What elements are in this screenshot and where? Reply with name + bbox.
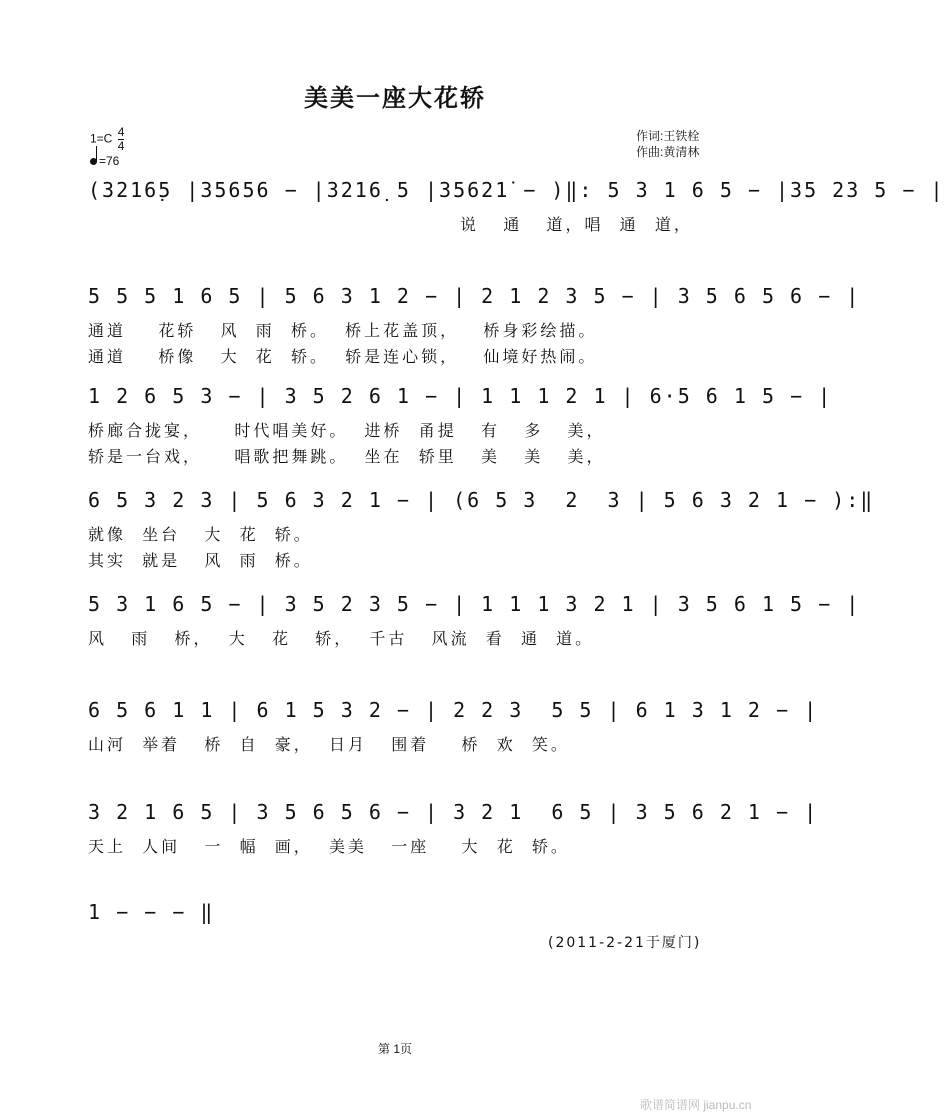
notation-row: 6 5 3 2 3 | 5 6 3 2 1 − | (6 5 3 2 3 | 5 6 3 2 1 − ):‖	[88, 488, 875, 512]
tempo-value: =76	[99, 154, 120, 168]
lyric-row: 其实 就是 风 雨 桥。	[88, 551, 313, 570]
notation-row: (3216̣5 |35656 − |3216̣ 5 |35621̇ − )‖: 5 3 1 6 5 − |35 23 5 − |	[88, 178, 945, 202]
lyric-row: 通道 花轿 风 雨 桥。 桥上花盖顶， 桥身彩绘描。	[88, 321, 598, 340]
quarter-note-icon	[90, 158, 97, 165]
notation-row: 5 3 1 6 5 − | 3 5 2 3 5 − | 1 1 1 3 2 1 | 3 5 6 1 5 − |	[88, 592, 861, 616]
notation-row: 1 2 6 5 3 − | 3 5 2 6 1 − | 1 1 1 2 1 | 6·5 6 1 5 − |	[88, 384, 833, 408]
lyric-row: 就像 坐台 大 花 轿。	[88, 525, 313, 544]
notation-row: 5 5 5 1 6 5 | 5 6 3 1 2 − | 2 1 2 3 5 − | 3 5 6 5 6 − |	[88, 284, 861, 308]
lyric-row: 轿是一台戏， 唱歌把舞跳。 坐在 轿里 美 美 美，	[88, 447, 606, 466]
page-title: 美美一座大花轿	[304, 83, 486, 112]
lyric-row: 天上 人间 一 幅 画， 美美 一座 大 花 轿。	[88, 837, 570, 856]
composition-date: (2011-2-21于厦门)	[548, 935, 702, 951]
notation-row: 6 5 6 1 1 | 6 1 5 3 2 − | 2 2 3 5 5 | 6 1 3 1 2 − |	[88, 698, 819, 722]
time-denominator: 4	[117, 139, 125, 153]
lyric-row: 风 雨 桥， 大 花 轿， 千古 风流 看 通 道。	[88, 629, 595, 648]
composer: 作曲:黄清林	[636, 145, 700, 159]
time-signature	[118, 126, 125, 153]
lyricist: 作词:王铁栓	[636, 129, 700, 143]
page-number: 第 1页	[377, 1042, 412, 1056]
lyric-row: 桥廊合拢宴， 时代唱美好。 进桥 甬提 有 多 美，	[88, 421, 606, 440]
lyric-row: 山河 举着 桥 自 豪， 日月 围着 桥 欢 笑。	[88, 735, 570, 754]
key-label: 1=C	[90, 131, 113, 146]
notation-row: 3 2 1 6 5 | 3 5 6 5 6 − | 3 2 1 6 5 | 3 5 6 2 1 − |	[88, 800, 819, 824]
notation-row: 1 − − − ‖	[88, 900, 215, 924]
watermark: 歌谱简谱网 jianpu.cn	[640, 1098, 752, 1112]
tempo-mark	[90, 154, 119, 168]
lyric-row: 通道 桥像 大 花 轿。 轿是连心锁， 仙境好热闹。	[88, 347, 598, 366]
lyric-row: 说 通 道，唱 通 道，	[88, 215, 693, 234]
credits	[636, 128, 699, 160]
time-numerator: 4	[117, 125, 125, 139]
